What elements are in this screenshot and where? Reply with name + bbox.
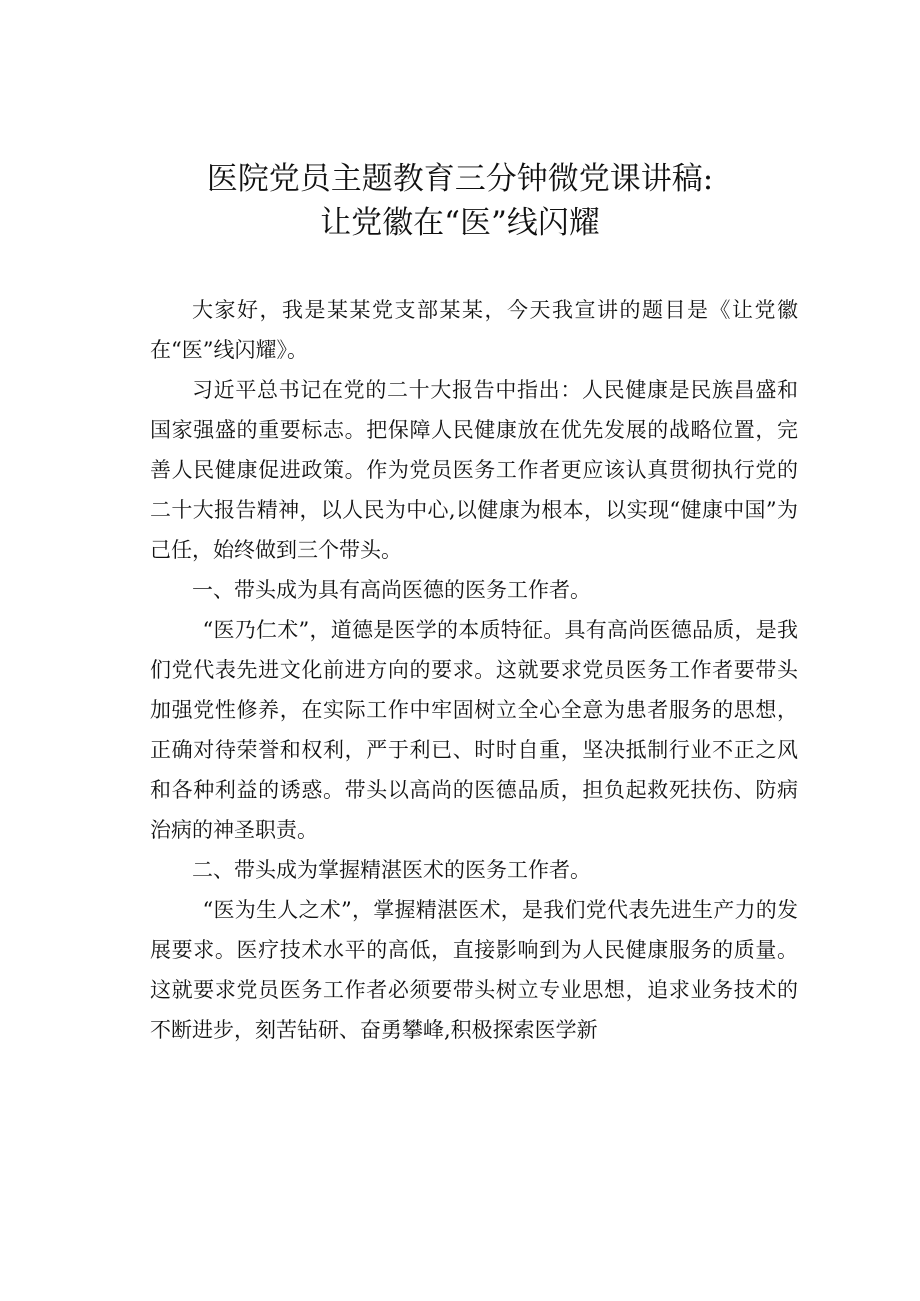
title-line-2: 让党徽在“医”线闪耀 [320,205,600,241]
document-title [0,157,920,245]
paragraph-section-1: “医乃仁术”，道德是医学的本质特征。具有高尚医德品质，是我们党代表先进文化前进方向的要求。这就要求党员医务工作者要带头加强党性修养，在实际工作中牢固树立全心全意为患者服务的思想，正确对待荣誉和权利，严于利已、时时自重，坚决抵制行业不正之风和各种利益的诱惑。带头以高尚的医德品质，担负起救死扶伤、防病治病的神圣职责。 [150,618,798,842]
paragraph-section-2: “医为生人之术”，掌握精湛医术，是我们党代表先进生产力的发展要求。医疗技术水平的高低，直接影响到为人民健康服务的质量。这就要求党员医务工作者必须要带头树立专业思想，追求业务技术的不断进步，刻苦钻研、奋勇攀峰,积极探索医学新 [150,898,798,1042]
title-line-1: 医院党员主题教育三分钟微党课讲稿: [206,161,714,197]
document-body [150,290,798,1050]
paragraph-greeting: 大家好，我是某某党支部某某，今天我宣讲的题目是《让党徽在“医”线闪耀》。 [150,298,798,362]
section-heading-2: 二、带头成为掌握精湛医术的医务工作者。 [192,858,591,882]
paragraph-intro: 习近平总书记在党的二十大报告中指出：人民健康是民族昌盛和国家强盛的重要标志。把保障人民健康放在优先发展的战略位置，完善人民健康促进政策。作为党员医务工作者更应该认真贯彻执行党的二十大报告精神，以人民为中心,以健康为根本，以实现“健康中国”为己任，始终做到三个带头。 [150,378,798,562]
section-heading-1: 一、带头成为具有高尚医德的医务工作者。 [192,578,591,602]
